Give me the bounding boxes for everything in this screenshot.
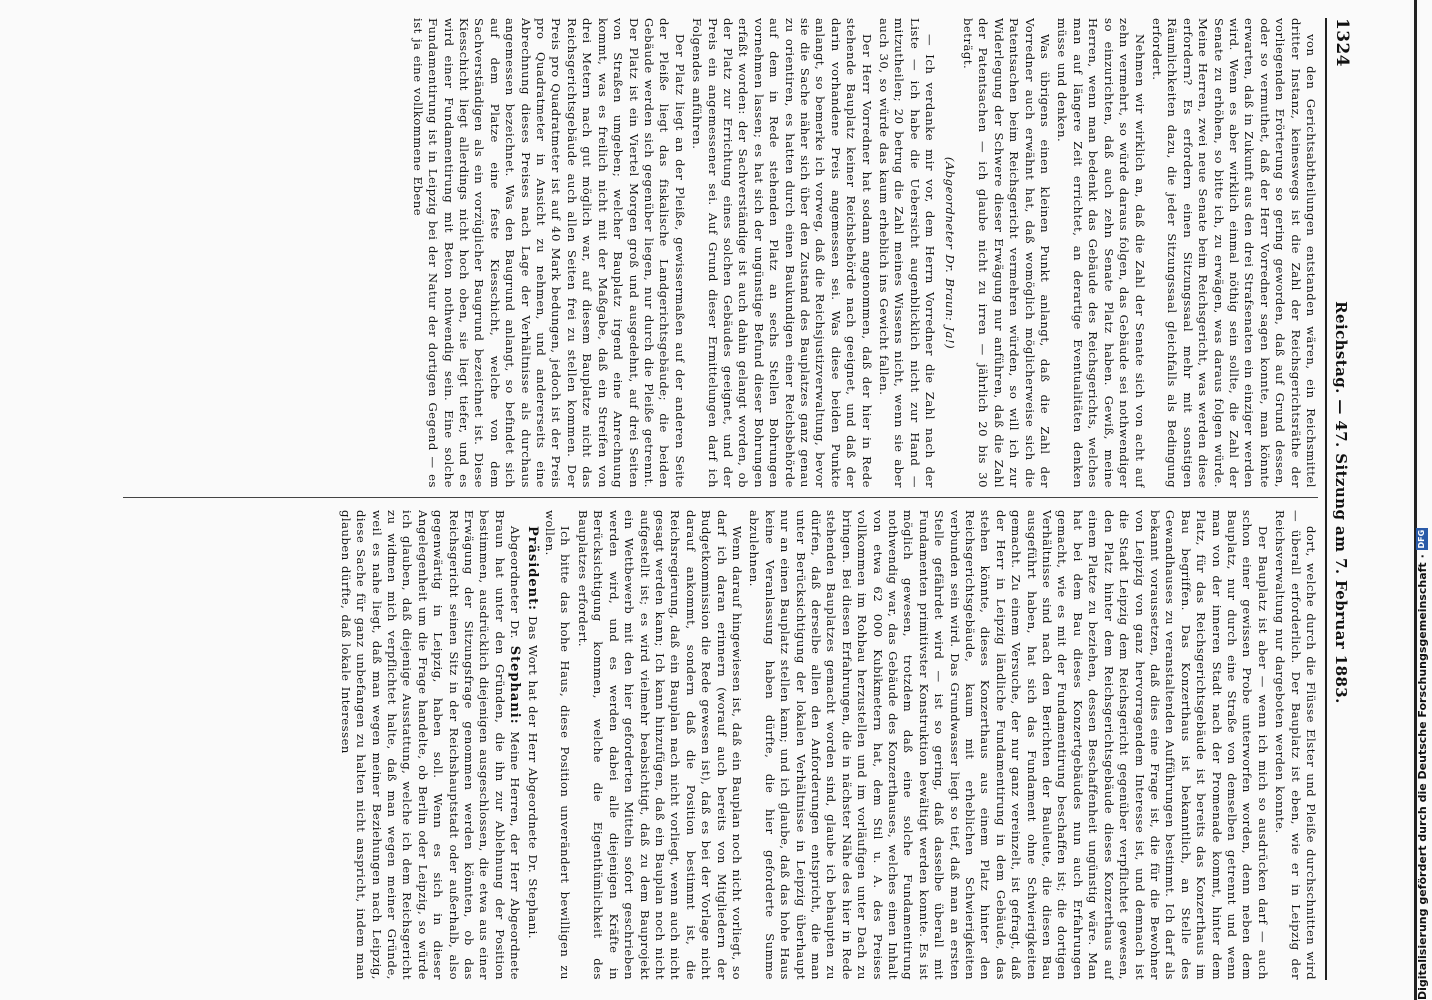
newspaper-page — [110, 0, 1410, 1000]
digitization-credit — [1413, 5, 1431, 1000]
credit-text: Digitalisierung gefördert durch die Deutsche Forschungsgemeinschaft — [1415, 562, 1429, 1000]
speaker-name: Stephani: — [507, 645, 523, 725]
speech-text: Meine Herren, der Herr Abgeordnete Braun hat unter den Gründen, die ihn zur Ablehnung der Position bestimmen, ausdrücklich diejenigen ausgeschlossen, die etwa aus einer Erwägung der Sitzungsfrage genommen werden könnten, ob das Reichsgericht seinen Sitz in der Reichshauptstadt oder außerhalb, also gegenwärtig in Leipzig, haben soll. Wenn es sich in dieser Angelegenheit um die Frage handelte, ob Berlin oder Leipzig, so würde ich glauben, daß diejenige Ausstattung, welche ich dem Reichsgericht zu widmen mich verpflichtet halte, daß man wegen meiner Gründe, weil es nahe liegt, daß man wegen meiner Beziehungen nach Leipzig, diese Sache für ganz unbefangen zu halten nicht anspricht, indem man glauben dürfte, daß lokale Interessen — [338, 510, 523, 980]
paragraph: Was übrigens einen kleinen Punkt anlangt, daß die Zahl der Vorredner auch erwähnt hat, daß womöglich möglicherweise sich die Patentsachen beim Reichsgericht vermehren würden, so will ich zur Widerlegung der Schwere dieser Erwägung nur anführen, daß die Zahl der Patentsachen — ich glaube nicht zu irren — jährlich 20 bis 30 beträgt. — [961, 18, 1053, 488]
paragraph: Wenn darauf hingewiesen ist, daß ein Bauplan noch nicht vorliegt, so darf ich daran erinnern (worauf auch bereits von Mitgliedern der Budgetkommission die Rede gewesen ist), daß es bei der Vorlage nicht darauf ankommt, sondern daß die Position bestimmt ist, die Reichsregierung, daß ein Bauplan nach nicht vorliegt, wenn auch nicht gesagt werden kann; Ich kann hinzufügen, daß ein Bauplan noch nicht aufgestellt ist; es wird vielmehr beabsichtigt, daß zu dem Bauprojekt ein Wettbewerb mit den hier geforderten Mitteln sofort geschrieben werden wird, und es werden dabei alle diejenigen Kräfte in Berücksichtigung kommen, welche die Eigenthümlichkeit des Bauplatzes erfordert. — [575, 510, 744, 980]
speech-paragraph — [524, 510, 539, 980]
text-column-left — [123, 18, 1318, 488]
paragraph: Der Herr Vorredner hat sodann angenommen, daß der hier in Rede stehende Bauplatz keiner Reichsbehörde nach geeignet, und daß der darin vorhandene Preis angemessen sei. Was diese beiden Punkte anlangt, so bemerke ich vorweg, daß die Reichsjustizverwaltung, bevor sie die Sache näher sich über den Zustand des Bauplatzes ganz genau zu orientiren, es hatten durch einen Baukundigen einer Reichsbehörde auf dem in Rede stehenden Platz an sechs Stellen Bohrungen vornehmen lassen; es hat sich der ungünstige Befund dieser Bohrungen erfaßt worden: der Sachverständige ist auch dahin gelangt worden, ob der Platz zur Errichtung eines solchen Gebäudes geeignet, und der Preis ein angemessener sei. Auf Grund dieser Ermittelungen darf ich Folgendes anführen. — [690, 18, 874, 488]
page-header — [1332, 18, 1362, 978]
paragraph: — Ich verdanke mir vor, dem Herrn Vorredner die Zahl nach der Liste — ich habe die Uebersicht augenblicklich nicht zur Hand — mitzutheilen; 20 betrug die Zahl meines Wissens nicht, wenn sie aber auch 30, so würde das kaum erheblich ins Gewicht fallen. — [877, 18, 938, 488]
header-rule — [1325, 18, 1327, 980]
column-divider — [123, 497, 1318, 498]
speech-text: Das Wort hat der Herr Abgeordnete Dr. Stephani. — [525, 616, 540, 940]
paragraph: dort, welche durch die Flüsse Elster und Pleiße durchschnitten wird — überall erforderlich. Der Bauplatz ist eben, wie er in Leipzig der Reichsverwaltung nur dargeboten werden konnte. — [1273, 510, 1318, 980]
dfg-logo-icon: DFG — [1417, 529, 1426, 549]
running-title: Reichstag. — 47. Sitzung am 7. Februar 1883. — [1332, 301, 1350, 704]
speaker-name: Präsident: — [524, 526, 540, 611]
speech-paragraph — [337, 510, 522, 980]
page-number: 1324 — [1332, 18, 1352, 67]
paragraph: Der Bauplatz ist aber — wenn ich mich so ausdrücken darf — auch schon einer gewissen Probe unterworfen worden, denn neben dem Bauplatz, nur durch eine Straße von demselben getrennt und wenn man von der inneren Stadt nach der Promenade kommt, hinter dem Platz, für das Reichsgerichtsgebäude ist bereits das Konzerthaus im Bau begriffen. Das Konzerthaus ist bekanntlich, an Stelle des Gewandhauses zu veranstaltenden Aufführungen bestimmt. Ich darf als bekannt voraussetzen, daß dies eine Frage ist, die für die Bewohner von Leipzig von ganz hervorragendem Interesse ist, und demnach ist die Stadt Leipzig dem Reichsgericht gegenüber verpflichtet gewesen, den Platz hinter dem Reichsgerichtsgebäude dieses Konzerthaus auf einem Platze zu beziehen, dessen Beschaffenheit ungünstig wäre. Man hat bei dem Bau dieses Konzertgebäudes nun auch Erfahrungen gemacht, wie es mit der Fundamentirung beschaffen ist; die dortigen Verhältnisse sind nach den Berichten der Bauleute, die diesen Bau ausgeführt haben, hat sich das Fundament ohne Schwierigkeiten gemacht. Zu einem Versuche, der nur ganz vereinzelt, ist gefragt, daß der Herr in Leipzig ländliche Fundamentirung in dem Gebäude, das stehen könnte, dieses Konzerthaus aus einem Platz hinter den Reichsgerichtsgebäude, kaum mit erheblichen Schwierigkeiten verbunden sein wird. Das Grundwasser liegt so tief, daß man an ersten Stelle gefährdet wird — ist so gering, daß dasselbe überall mit Fundamenten primitivster Konstruktion bewältigt werden konnte. Es ist möglich gewesen, trotzdem daß eine solche Fundamentirung nothwendig war, das Gebäude des Konzerthauses, welches einen Inhalt von etwa 62 000 Kubikmetern hat, dem Stil u. A. des Preises vollkommen im Rohbau herzustellen und im vorläufigen unter Dach zu bringen. Bei diesen Erfahrungen, die in nächster Nähe des hier in Rede stehenden Bauplatzes gemacht worden sind, glaube ich behaupten zu dürfen, daß derselbe allen den Anforderungen entspricht, die man unter Berücksichtigung der lokalen Verhältnisse in Leipzig überhaupt nur an einen Bauplatz stellen kann; und ich glaube, daß das hohe Haus keine Veranlassung haben dürfte, die hier geforderte Summe abzulehnen. — [747, 510, 1270, 980]
speaker-title: Abgeordneter Dr. — [508, 526, 523, 639]
interjection: (Abgeordneter Dr. Braun: Ja!) — [942, 156, 957, 350]
paragraph: von den Gerichtsabtheilungen entstanden wären, ein Reichsmittel dritter Instanz, keineswegs ist die Zahl der Reichsgerichtsräthe der vorliegenden Erörterung so gering geworden, daß auf Grund dessen, oder so vermuthet, daß der Herr Vorredner sagen konnte, man könnte erwarten, daß in Zukunft aus den drei Strafsenaten ein einziger werden wird. Wenn es aber wirklich einmal nöthig sein sollte, die Zahl der Senate zu erhöhen, so bitte ich, zu erwägen, was daraus folgen würde. Meine Herren, zwei neue Senate beim Reichsgericht, was werden diese erfordern? Es erfordern einen Sitzungssaal mehr mit sonstigen Räumlichkeiten dazu, die jeder Sitzungssaal gleichfalls als Bedingung erfordert. — [1149, 18, 1318, 488]
text-column-right — [123, 510, 1318, 980]
credit-separator: · — [1415, 554, 1429, 559]
paragraph: Ich bitte das hohe Haus, diese Position unverändert bewilligen zu wollen. — [543, 510, 573, 980]
paragraph: Nehmen wir wirklich an, daß die Zahl der Senate sich von acht auf zehn vermehrt, so würde daraus folgen, das Gebäude sei nothwendiger so einzurichten, daß auch zehn Senate Platz haben. Gewiß, meine Herren, wenn man bedenkt das Gebäude des Reichsgerichts, welches man auf längere Zeit errichtet, an derartige Eventualitäten denken müsse und denken. — [1055, 18, 1147, 488]
paragraph: Der Platz liegt an der Pleiße, gewissermaßen auf der anderen Seite der Pleiße liegt das fiskalische Landgerichtsgebäude; die beiden Gebäude werden sich gegenüber liegen, nur durch die Pleiße getrennt. Der Platz ist ein Viertel Morgen groß und ausgedehnt, auf drei Seiten von Straßen umgeben; welcher Bauplatz irgend eine Anrechnung kommt, was es freilich nicht mit der Maßgabe, daß ein Streifen von drei Metern nach gut möglich war, auf diesem Bauplatze nicht das Reichsgerichtsgebäude auch allen Seiten frei zu stellen kommen. Der Preis pro Quadratmeter ist auf 40 Mark bedungen, jedoch ist der Preis pro Quadratmeter in Ansicht zu nehmen, und andererseits eine Abrechnung dieses Preises nach Lage der Verhältnisse als durchaus angemessen bezeichnet. Was den Baugrund anlangt, so befindet sich auf dem Platze eine feste Kiesschicht, welche von dem Sachverständigen als ein vorzüglicher Baugrund bezeichnet ist. Diese Kiesschicht liegt allerdings nicht hoch oben, sie liegt tiefer, und es wird einer Fundamentirung mit Beton nothwendig sein. Eine solche Fundamentirung ist in Leipzig bei der Natur der dortigen Gegend — es ist ja eine vollkommene Ebene — [410, 18, 687, 488]
